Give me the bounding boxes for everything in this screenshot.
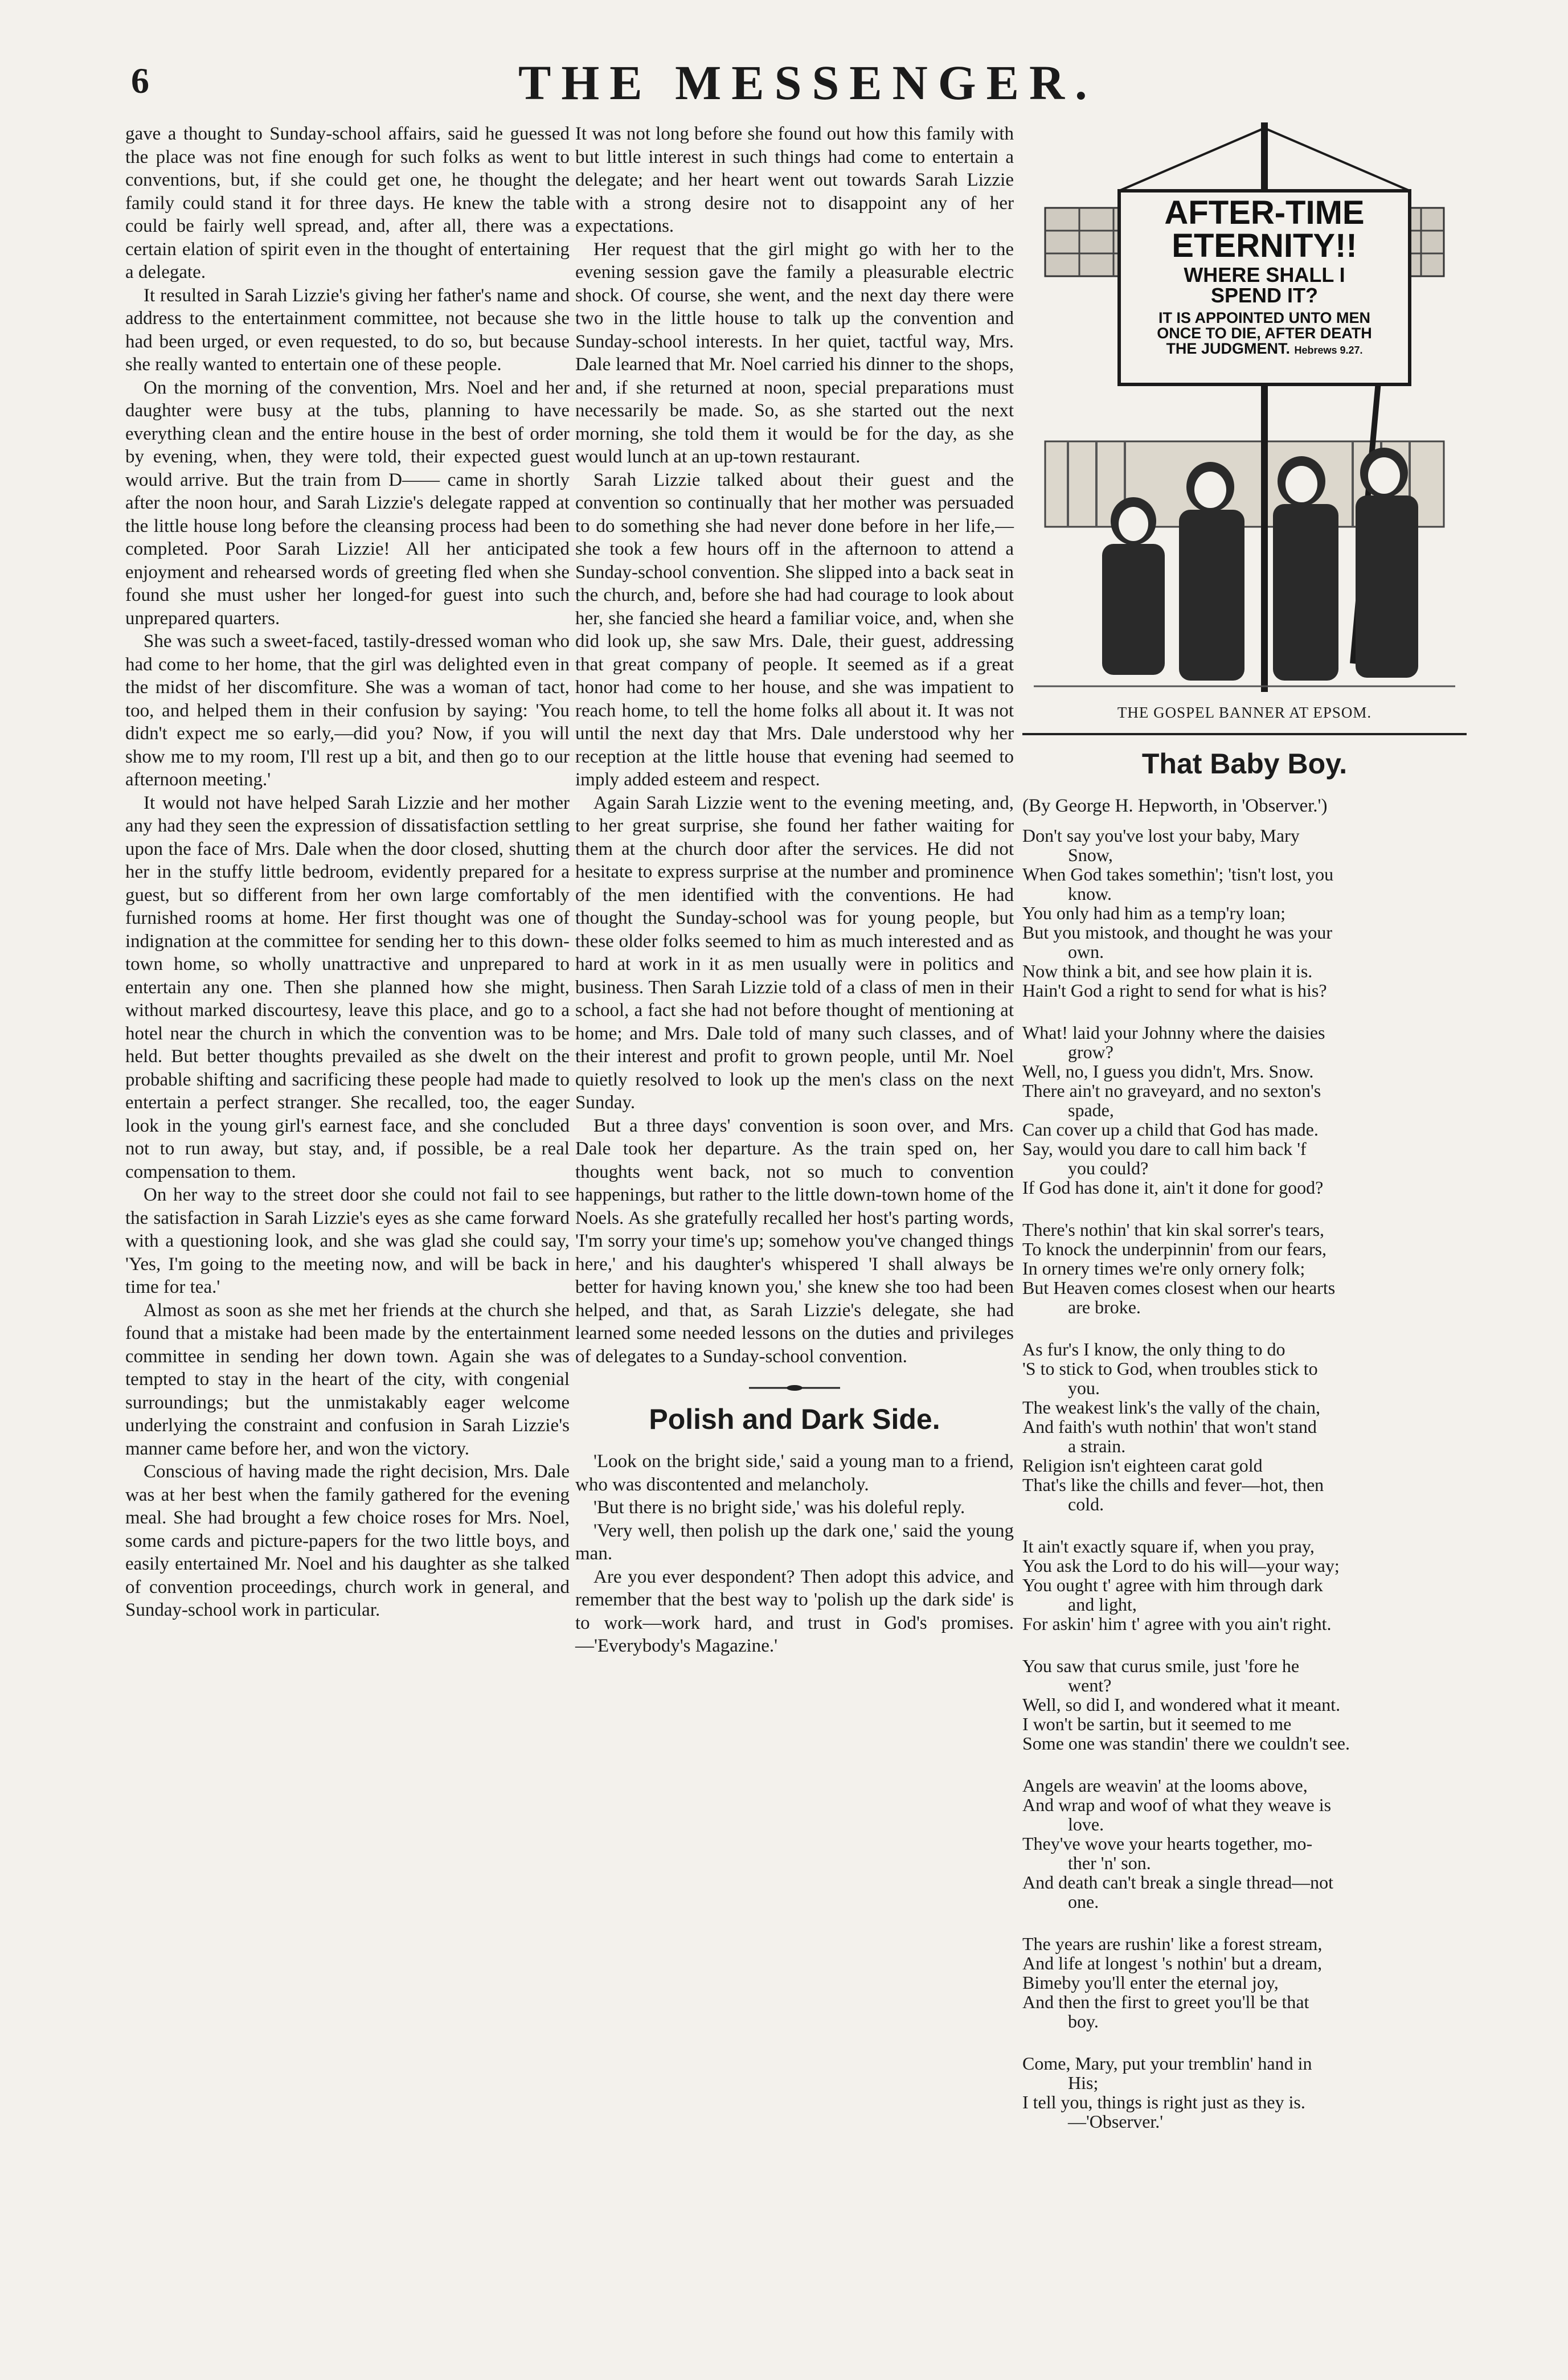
poem-line: cold. [1068, 1493, 1104, 1514]
poem-byline: (By George H. Hepworth, in 'Observer.') [1022, 796, 1328, 816]
poem-line: I tell you, things is right just as they is. [1022, 2091, 1305, 2112]
poem-line: Bimeby you'll enter the eternal joy, [1022, 1972, 1279, 1993]
poem-line: What! laid your Johnny where the daisies [1022, 1022, 1325, 1043]
poem-line: But Heaven comes closest when our hearts [1022, 1277, 1336, 1298]
poem-line: It ain't exactly square if, when you pray, [1022, 1535, 1315, 1556]
poem-line: I won't be sartin, but it seemed to me [1022, 1713, 1292, 1734]
story-paragraph: Conscious of having made the right decision, Mrs. Dale was at her best when the family gathered for the evening meal. She had brought a few choice roses for Mrs. Noel, some cards and picture-papers for the two little boys, and easily entertained Mr. Noel and his daughter as she talked of convention proceedings, church work in general, and Sunday-school work in particular. [125, 1461, 570, 1620]
poem-line: 'S to stick to God, when troubles stick to [1022, 1358, 1318, 1379]
poem-line: Can cover up a child that God has made. [1022, 1119, 1319, 1140]
poem-line: one. [1068, 1891, 1099, 1912]
poem-line: and light, [1068, 1594, 1137, 1615]
poem-line: you. [1068, 1377, 1100, 1398]
polish-paragraph: Are you ever despondent? Then adopt this advice, and remember that the best way to 'polish up the dark side' is to work—work hard, and trust in God's promises. —'Everybody's Magazine.' [575, 1566, 1014, 1656]
poem-line: Snow, [1068, 844, 1113, 865]
poem-stanza [1022, 1656, 1467, 1753]
poem-line: Religion isn't eighteen carat gold [1022, 1455, 1263, 1476]
poem-line: And faith's wuth nothin' that won't stand [1022, 1416, 1317, 1437]
story-paragraph: It resulted in Sarah Lizzie's giving her father's name and address to the entertainment committee, not because she had been urged, or even requested, to do so, but because she really wanted to entertain one of these people. [125, 285, 570, 375]
poem-line: For askin' him t' agree with you ain't right. [1022, 1613, 1332, 1634]
banner-text [1122, 196, 1407, 357]
poem-line: Hain't God a right to send for what is his? [1022, 980, 1327, 1001]
poem-line: But you mistook, and thought he was your [1022, 921, 1332, 943]
poem-line: You ought t' agree with him through dark [1022, 1574, 1323, 1595]
poem-line: boy. [1068, 2010, 1099, 2031]
banner-line: ETERNITY!! [1172, 227, 1357, 264]
poem-line: You ask the Lord to do his will—your way; [1022, 1555, 1340, 1576]
poem-line: went? [1068, 1674, 1112, 1695]
page-number: 6 [131, 60, 149, 101]
story-paragraph: On the morning of the convention, Mrs. Noel and her daughter were busy at the tubs, planning to have everything clean and the entire house in the best of order by evening, when, they were told, their expected guest would arrive. But the train from D—— came in shortly after the noon hour, and Sarah Lizzie's delegate rapped at the little house long before the cleansing process had been completed. Poor Sarah Lizzie! All her anticipated enjoyment and rehearsed words of greeting fled when she found she must usher her longed-for guest into such unprepared quarters. [125, 377, 570, 629]
poem-stanza [1022, 1023, 1467, 1197]
poem-line: Now think a bit, and see how plain it is. [1022, 960, 1313, 981]
poem-line: Well, no, I guess you didn't, Mrs. Snow. [1022, 1060, 1314, 1082]
polish-article-title: Polish and Dark Side. [649, 1403, 940, 1435]
banner-line: ONCE TO DIE, AFTER DEATH [1157, 325, 1372, 342]
poem-line: spade, [1068, 1099, 1114, 1120]
column-3 [1022, 122, 1467, 2154]
poem-stanza [1022, 1934, 1467, 2031]
poem-line: ther 'n' son. [1068, 1852, 1151, 1873]
story-paragraph: It was not long before she found out how this family with but little interest in such things had come to entertain a delegate; and her heart went out towards Sarah Lizzie with a strong desire not to disappoint any of her expectations. [575, 124, 1014, 236]
poem-stanza [1022, 1776, 1467, 1911]
story-paragraph: Again Sarah Lizzie went to the evening meeting, and, to her great surprise, she found her father waiting for them at the church door after the services. He did not hesitate to express surprise at the number and prominence of the men identified with the conventions. He had thought the Sunday-school was for young people, but these older folks seemed to him as much interested and as hard at work in it as men usually were in politics and business. Then Sarah Lizzie told of a class of men in their school, a fact she had not before thought of mentioning at home; and Mrs. Dale told of many such classes, and of their interest and profit to grown people, until Mr. Noel quietly resolved to look up the men's class on the next Sunday. [575, 792, 1014, 1113]
column-2 [575, 122, 1014, 1658]
poem-line: If God has done it, ain't it done for good? [1022, 1177, 1324, 1198]
story-paragraph: Sarah Lizzie talked about their guest and the convention so continually that her mother was persuaded to do something she had never done before in her life,—she took a few hours off in the afternoon to attend a Sunday-school convention. She slipped into a back seat in the church, and, before she had had courage to look about her, she fancied she heard a familiar voice, and, when she did look up, she saw Mrs. Dale, their guest, addressing that great company of people. It seemed as if a great honor had come to her house, and she was impatient to reach home, to tell the home folks all about it. It was not until the next day that Mrs. Dale understood why her reception at the little house that evening had seemed to imply added esteem and respect. [575, 469, 1014, 790]
story-paragraph: gave a thought to Sunday-school affairs, said he guessed the place was not fine enough for such folks as went to conventions, but, if she could get one, he thought the family could stand it for three days. He knew the table could be fairly well spread, and, after all, there was a certain elation of spirit even in the thought of entertaining a delegate. [125, 124, 570, 282]
story-paragraph: She was such a sweet-faced, tastily-dressed woman who had come to her home, that the girl was delighted even in the midst of her discomfiture. She was a woman of tact, too, and helped them in their confusion by saying: 'You didn't expect me so early,—did you? Now, if you will show me to my room, I'll rest up a bit, and then go to our afternoon meeting.' [125, 631, 570, 790]
newspaper-title: THE MESSENGER. [518, 55, 1098, 110]
poem-line: That's like the chills and fever—hot, then [1022, 1474, 1324, 1495]
poem-line: There ain't no graveyard, and no sexton's [1022, 1080, 1321, 1101]
story-paragraph: Almost as soon as she met her friends at the church she found that a mistake had been made by the entertainment committee in sending her down town. Again she was tempted to stay in the heart of the city, with congenial surroundings; but the unmistakably eager welcome underlying the constraint and confusion in Sarah Lizzie's manner came before her, and won the victory. [125, 1300, 570, 1459]
poem-line: you could? [1068, 1157, 1149, 1178]
banner-line: THE JUDGMENT. [1166, 340, 1290, 357]
gospel-banner-illustration [1022, 122, 1467, 720]
poem-line: Angels are weavin' at the looms above, [1022, 1775, 1308, 1796]
poem-line: The weakest link's the vally of the chain, [1022, 1396, 1320, 1418]
banner-line: Hebrews 9.27. [1294, 345, 1363, 356]
poem-line: And life at longest 's nothin' but a dream, [1022, 1952, 1323, 1973]
poem-stanza [1022, 1537, 1467, 1633]
poem-line: Don't say you've lost your baby, Mary [1022, 825, 1300, 846]
poem-line: Some one was standin' there we couldn't see. [1022, 1732, 1350, 1754]
story-paragraph: It would not have helped Sarah Lizzie and her mother any had they seen the expression of dissatisfaction settling upon the face of Mrs. Dale when the door closed, shutting her in the stuffy little bedroom, evidently prepared for a guest, but so different from her own large comfortably furnished rooms at home. Her first thought was one of indignation at the committee for sending her to this down-town home, so wholly unattractive and unprepared to entertain any one. Then she planned how she might, without marked discourtesy, leave this place, and go to a hotel near the church in which the convention was to be held. But better thoughts prevailed as she dwelt on the probable shifting and sacrificing these people had made to entertain a perfect stranger. She recalled, too, the eager look in the young girl's earnest face, and she concluded not to run away, but stay, and, if possible, be a real compensation to them. [125, 792, 570, 1182]
poem-line: In ornery times we're only ornery folk; [1022, 1257, 1305, 1279]
poem-line: When God takes somethin'; 'tisn't lost, you [1022, 863, 1334, 884]
section-rule [1022, 733, 1467, 735]
poem-line: His; [1068, 2072, 1099, 2093]
poem-line: love. [1068, 1813, 1104, 1834]
story-paragraph: Her request that the girl might go with her to the evening session gave the family a pleasurable electric shock. Of course, she went, and the next day there were two in the little house to talk up the convention and Sunday-school interests. In her quiet, tactful way, Mrs. Dale learned that Mr. Noel carried his dinner to the shops, and, if she returned at noon, special preparations must necessarily be made. So, as she started out the next morning, she told them it would be for the day, as she would lunch at an up-town restaurant. [575, 239, 1014, 467]
banner-line: WHERE SHALL I [1184, 263, 1345, 286]
poem-line: And wrap and woof of what they weave is [1022, 1794, 1332, 1815]
poem-body [1022, 826, 1467, 2131]
poem-line: own. [1068, 941, 1104, 962]
poem-stanza [1022, 2054, 1467, 2131]
poem-line: You saw that curus smile, just 'fore he [1022, 1655, 1300, 1676]
banner-line: IT IS APPOINTED UNTO MEN [1158, 309, 1371, 326]
column-1 [125, 122, 570, 1622]
story-paragraph: On her way to the street door she could not fail to see the satisfaction in Sarah Lizzie's eyes as she came forward with a questioning look, and she was glad she could say, 'Yes, I'm going to the meeting now, and will be back in time for tea.' [125, 1185, 570, 1297]
polish-paragraph: 'But there is no bright side,' was his doleful reply. [593, 1497, 965, 1518]
poem-line: And death can't break a single thread—not [1022, 1871, 1334, 1892]
poem-line: a strain. [1068, 1435, 1126, 1456]
poem-line: As fur's I know, the only thing to do [1022, 1338, 1285, 1359]
poem-line: You only had him as a temp'ry loan; [1022, 902, 1286, 923]
polish-paragraph: 'Very well, then polish up the dark one,' said the young man. [575, 1520, 1014, 1564]
banner-line: SPEND IT? [1210, 284, 1318, 307]
poem-stanza [1022, 826, 1467, 1000]
poem-stanza [1022, 1339, 1467, 1514]
poem-line: Say, would you dare to call him back 'f [1022, 1138, 1307, 1159]
poem-line: are broke. [1068, 1296, 1141, 1317]
masthead [120, 54, 1487, 117]
poem-stanza [1022, 1220, 1467, 1317]
poem-line: And then the first to greet you'll be that [1022, 1991, 1309, 2012]
banner-line: AFTER-TIME [1164, 194, 1365, 231]
poem-line: They've wove your hearts together, mo- [1022, 1833, 1313, 1854]
section-divider-ornament [749, 1385, 840, 1391]
story-paragraph: But a three days' convention is soon over, and Mrs. Dale took her departure. As the train sped on, her thoughts went back, not so much to convention happenings, but rather to the little down-town home of the Noels. As she gratefully recalled her host's parting words, 'I'm sorry your time's up; somehow you've changed things here,' and his daughter's whispered 'I shall always be better for having known you,' she knew she too had been helped, and that, as Sarah Lizzie's delegate, she had learned some needed lessons on the duties and privileges of delegates to a Sunday-school convention. [575, 1115, 1014, 1367]
poem-line: —'Observer.' [1068, 2111, 1164, 2132]
figure-caption: THE GOSPEL BANNER AT EPSOM. [1117, 704, 1372, 721]
polish-paragraph: 'Look on the bright side,' said a young man to a friend, who was discontented and melancholy. [575, 1451, 1014, 1495]
poem-line: know. [1068, 883, 1112, 904]
poem-line: Come, Mary, put your tremblin' hand in [1022, 2053, 1312, 2074]
poem-title: That Baby Boy. [1141, 748, 1348, 780]
poem-line: Well, so did I, and wondered what it meant. [1022, 1694, 1341, 1715]
poem-line: There's nothin' that kin skal sorrer's tears, [1022, 1219, 1325, 1240]
poem-line: To knock the underpinnin' from our fears, [1022, 1238, 1327, 1259]
poem-line: The years are rushin' like a forest stream, [1022, 1933, 1323, 1954]
poem-line: grow? [1068, 1041, 1113, 1062]
